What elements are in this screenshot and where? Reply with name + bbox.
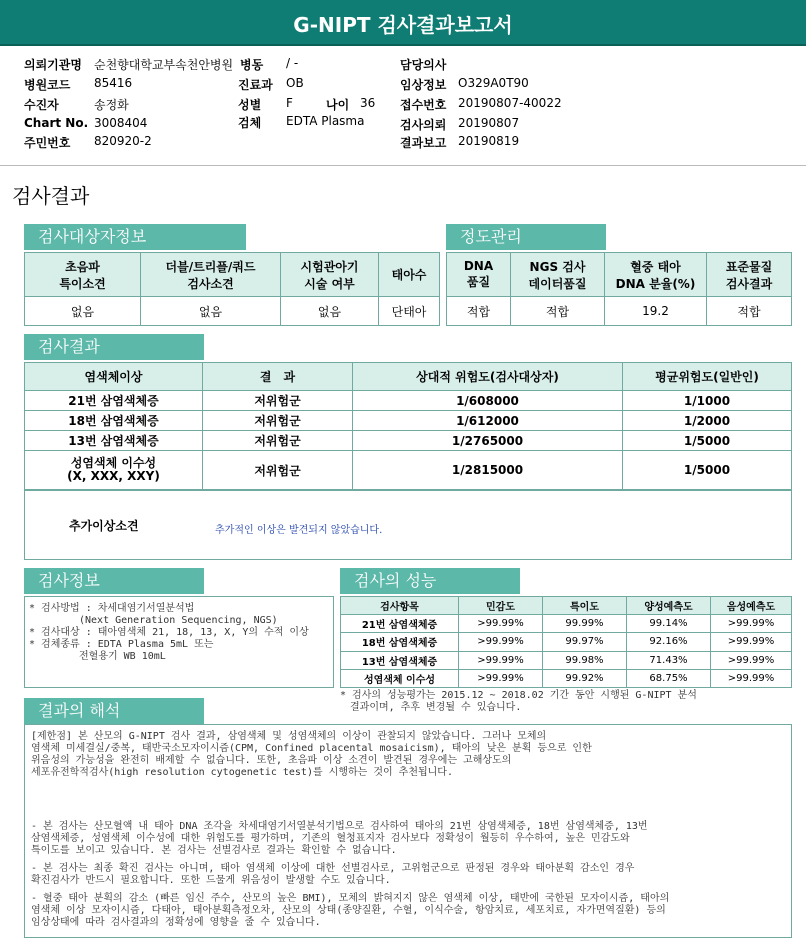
table-cell: 13번 삼염색체증 [25, 431, 203, 451]
info-label: 검체 [238, 116, 262, 130]
interpretation-box [24, 724, 792, 938]
table-cell: 18번 삼염색체증 [25, 411, 203, 431]
table-header: 표준물질 검사결과 [707, 253, 792, 297]
table-cell: 없음 [281, 297, 379, 326]
table-header: 상대적 위험도(검사대상자) [353, 363, 623, 391]
table-header: 시험관아기 시술 여부 [281, 253, 379, 297]
table-header: 음성예측도 [711, 597, 792, 615]
table-header: 혈중 태아 DNA 분율(%) [605, 253, 707, 297]
table-cell: 없음 [141, 297, 281, 326]
info-label: 담당의사 [400, 58, 447, 72]
table-cell: 68.75% [627, 669, 711, 687]
table-header: 양성예측도 [627, 597, 711, 615]
info-value: / - [286, 56, 299, 70]
table-header: DNA 품질 [447, 253, 511, 297]
table-header: 검사항목 [341, 597, 459, 615]
table-cell: 18번 삼염색체증 [341, 633, 459, 651]
info-label: 결과보고 [400, 136, 447, 150]
table-header: 더블/트리플/쿼드 검사소견 [141, 253, 281, 297]
divider [0, 165, 806, 166]
info-value: 송정화 [94, 98, 129, 112]
info-value: 85416 [94, 76, 133, 90]
result-table [24, 362, 792, 490]
table-cell: 성염색체 이수성 [341, 669, 459, 687]
table-cell: 1/2765000 [353, 431, 623, 451]
table-cell: 저위험군 [203, 391, 353, 411]
table-cell: >99.99% [711, 615, 792, 633]
section-header-subject: 검사대상자정보 [24, 224, 246, 250]
table-cell: 99.98% [543, 651, 627, 669]
table-cell: 99.97% [543, 633, 627, 651]
table-cell: 저위험군 [203, 451, 353, 490]
table-cell: 99.99% [543, 615, 627, 633]
table-cell: 71.43% [627, 651, 711, 669]
info-value: 순천향대학교부속천안병원 [94, 58, 234, 72]
test-info-line: * 검체종류 : EDTA Plasma 5mL 또는 [29, 639, 214, 650]
table-cell: 1/2000 [623, 411, 792, 431]
info-value: F [286, 96, 293, 110]
info-label: 의뢰기관명 [24, 58, 82, 72]
table-header: 태아수 [379, 253, 440, 297]
report-title: G-NIPT 검사결과보고서 [0, 0, 806, 46]
performance-note: * 검사의 성능평가는 2015.12 ~ 2018.02 기간 동안 시행된 G-NIPT 분석 결과이며, 추후 변경될 수 있습니다. [340, 690, 697, 713]
info-label: 임상정보 [400, 78, 447, 92]
page-title: 검사결과 [12, 184, 90, 208]
table-cell: 1/1000 [623, 391, 792, 411]
info-label: 성별 [238, 98, 262, 112]
info-value: 3008404 [94, 116, 148, 130]
table-header: 결 과 [203, 363, 353, 391]
info-value: 20190807 [458, 116, 520, 130]
table-cell: 단태아 [379, 297, 440, 326]
table-cell: 적합 [707, 297, 792, 326]
info-label: 진료과 [238, 78, 273, 92]
interpretation-paragraph: - 혈중 태아 분획의 감소 (빠른 임신 주수, 산모의 높은 BMI), 모체의 밝혀지지 않은 염색체 이상, 태반에 국한된 모자이시즘, 태아의 염색체 이상 모자이시즘, 다태아, 태아분획측정오차, 산모의 상태(종양질환, 수혈, 이식수술, 항암치료, 세포치료, 자가면역질환) 등의 임상상태에 따라 검사결과의 정확성에 영향을 줄 수 있습니다. [31, 893, 670, 928]
section-header-performance: 검사의 성능 [340, 568, 520, 594]
info-value: 20190807-40022 [458, 96, 562, 110]
table-cell: 21번 삼염색체증 [25, 391, 203, 411]
table-cell: 성염색체 이수성 (X, XXX, XXY) [25, 451, 203, 490]
interpretation-paragraph: [제한점] 본 산모의 G-NIPT 검사 결과, 삼염색체 및 성염색체의 이상이 관찰되지 않았습니다. 그러나 모체의 염색체 미세결실/중복, 태반국소모자이시즘(CPM, Confined placental mosaicism), 태아의 낮은 분획 등으로 인한 위음성의 가능성을 완전히 배제할 수 없습니다. 또한, 초음파 이상 소견이 발견된 경우에는 고해상도의 세포유전학적검사(high resolution cytogenetic test)를 시행하는 것이 추천됩니다. [31, 731, 592, 778]
info-value: OB [286, 76, 304, 90]
table-header: 민감도 [459, 597, 543, 615]
table-cell: 21번 삼염색체증 [341, 615, 459, 633]
info-label: Chart No. [24, 116, 89, 130]
interpretation-paragraph: - 본 검사는 최종 확진 검사는 아니며, 태아 염색체 이상에 대한 선별검사로, 고위험군으로 판정된 경우와 태아분획 감소인 경우 확진검사가 반드시 필요합니다. 또한 드물게 위음성이 발생할 수도 있습니다. [31, 863, 635, 886]
info-value: 820920-2 [94, 134, 152, 148]
table-header: 염색체이상 [25, 363, 203, 391]
table-header: 평균위험도(일반인) [623, 363, 792, 391]
table-cell: 92.16% [627, 633, 711, 651]
table-header: 초음파 특이소견 [25, 253, 141, 297]
table-cell: 1/612000 [353, 411, 623, 431]
info-value: 36 [360, 96, 376, 110]
info-label: 수진자 [24, 98, 59, 112]
table-cell: 저위험군 [203, 431, 353, 451]
test-info-line: 전혈용기 WB 10mL [29, 651, 166, 662]
table-cell: >99.99% [459, 669, 543, 687]
info-value: EDTA Plasma [286, 114, 365, 128]
table-cell: >99.99% [459, 615, 543, 633]
table-cell: 13번 삼염색체증 [341, 651, 459, 669]
table-cell: 99.14% [627, 615, 711, 633]
table-cell: 1/5000 [623, 431, 792, 451]
table-cell: 없음 [25, 297, 141, 326]
info-label: 병원코드 [24, 78, 71, 92]
test-info-box [24, 596, 334, 688]
test-info-line: (Next Generation Sequencing, NGS) [29, 615, 278, 626]
table-cell: >99.99% [711, 633, 792, 651]
table-cell: 1/608000 [353, 391, 623, 411]
info-value: O329A0T90 [458, 76, 529, 90]
info-label: 접수번호 [400, 98, 447, 112]
table-cell: >99.99% [459, 651, 543, 669]
info-label: 나이 [326, 98, 350, 112]
table-cell: 적합 [447, 297, 511, 326]
info-value: 20190819 [458, 134, 520, 148]
table-header: 특이도 [543, 597, 627, 615]
table-cell: 저위험군 [203, 411, 353, 431]
info-label: 검사의뢰 [400, 118, 447, 132]
table-cell: 19.2 [605, 297, 707, 326]
info-label: 주민번호 [24, 136, 71, 150]
section-header-qc: 정도관리 [446, 224, 606, 250]
interpretation-paragraph: - 본 검사는 산모혈액 내 태아 DNA 조각을 차세대염기서열분석기법으로 검사하여 태아의 21번 삼염색체증, 18번 삼염색체증, 13번 삼염색체증, 성염색체 이수성에 대한 위험도를 평가하며, 기존의 혈청표지자 검사보다 정확성이 월등히 우수하여, 높은 민감도와 특이도를 보이고 있습니다. 본 검사는 선별검사로 결과는 확인할 수 없습니다. [31, 821, 648, 856]
table-cell: >99.99% [711, 651, 792, 669]
table-header: NGS 검사 데이터품질 [511, 253, 605, 297]
subject-table [24, 252, 440, 326]
table-cell: >99.99% [711, 669, 792, 687]
extra-findings-box [24, 490, 792, 560]
extra-findings-value: 추가적인 이상은 발견되지 않았습니다. [215, 525, 383, 536]
table-cell: >99.99% [459, 633, 543, 651]
table-cell: 적합 [511, 297, 605, 326]
extra-findings-label: 추가이상소견 [69, 519, 139, 533]
table-cell: 1/2815000 [353, 451, 623, 490]
section-header-test-info: 검사정보 [24, 568, 204, 594]
table-cell: 1/5000 [623, 451, 792, 490]
info-label: 병동 [240, 58, 264, 72]
table-cell: 99.92% [543, 669, 627, 687]
qc-table [446, 252, 792, 326]
test-info-line: * 검사방법 : 차세대염기서열분석법 [29, 603, 195, 614]
test-info-line: * 검사대상 : 태아염색체 21, 18, 13, X, Y의 수적 이상 [29, 627, 309, 638]
section-header-result: 검사결과 [24, 334, 204, 360]
section-header-interpretation: 결과의 해석 [24, 698, 204, 724]
performance-table [340, 596, 792, 688]
